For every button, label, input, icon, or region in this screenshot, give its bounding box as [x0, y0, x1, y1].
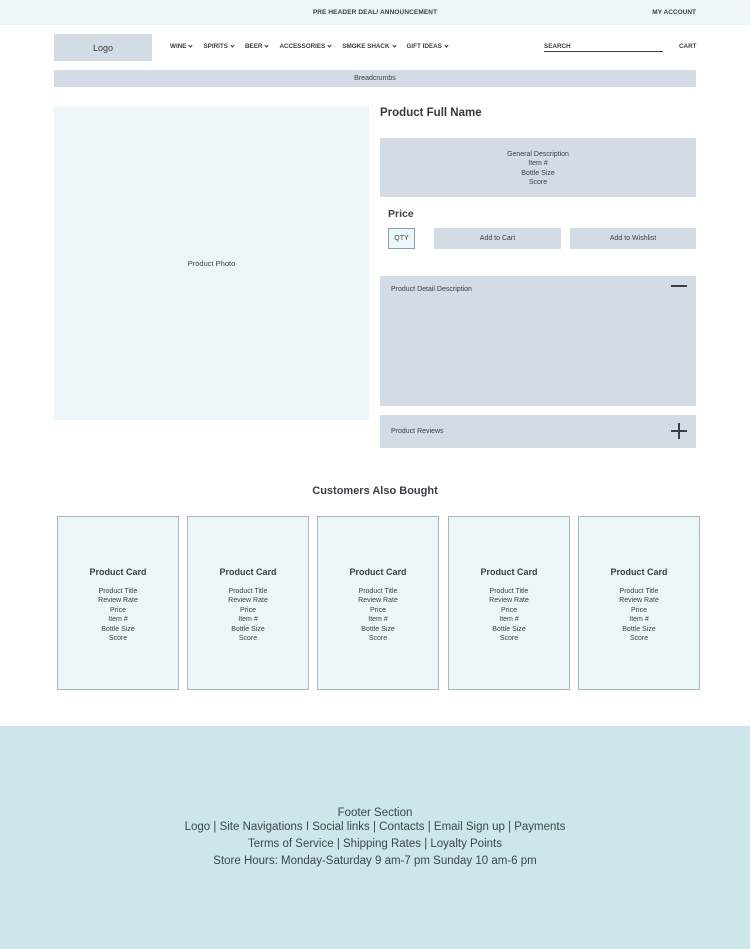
footer-section — [0, 726, 750, 949]
also-bought-title: Customers Also Bought — [312, 485, 438, 497]
product-card-title: Product Card — [89, 567, 147, 577]
product-card[interactable] — [578, 516, 700, 690]
product-title: Product Title — [358, 588, 398, 595]
preheader-bar — [0, 0, 750, 25]
bottle-size-line: Bottle Size — [521, 169, 555, 177]
product-card-title: Product Card — [219, 567, 277, 577]
my-account-link[interactable]: MY ACCOUNT — [652, 9, 696, 16]
product-title: Product Title — [98, 588, 138, 595]
product-card-title: Product Card — [610, 567, 668, 577]
nav-item-gift-ideas[interactable] — [407, 43, 448, 50]
review-rate: Review Rate — [619, 597, 659, 605]
bottle-size: Bottle Size — [361, 625, 395, 633]
nav-item-beer[interactable] — [245, 43, 269, 50]
product-title: Product Title — [228, 588, 268, 595]
bottle-size: Bottle Size — [101, 625, 135, 633]
product-detail-accordion — [380, 276, 696, 406]
nav-item-label: GIFT IDEAS — [406, 43, 442, 50]
chevron-down-icon — [189, 43, 193, 47]
score-line: Score — [528, 179, 548, 187]
product-price: Price — [388, 208, 414, 220]
bottle-size: Bottle Size — [492, 625, 526, 633]
score: Score — [108, 635, 128, 643]
score: Score — [368, 635, 388, 643]
nav-item-spirits[interactable] — [203, 43, 234, 50]
review-rate: Review Rate — [98, 597, 138, 605]
nav-item-label: WINE — [170, 43, 187, 50]
chevron-down-icon — [230, 43, 234, 47]
chevron-down-icon — [265, 43, 269, 47]
quantity-input[interactable]: QTY — [388, 228, 415, 249]
product-full-name: Product Full Name — [380, 107, 482, 119]
review-rate: Review Rate — [358, 597, 398, 605]
nav-item-label: ACCESSORIES — [279, 43, 326, 50]
product-card[interactable] — [187, 516, 309, 690]
general-description-box — [380, 138, 696, 197]
product-title: Product Title — [489, 588, 529, 595]
item-number: Item # — [499, 616, 519, 624]
product-card-info — [449, 587, 569, 643]
product-card[interactable] — [317, 516, 439, 690]
chevron-down-icon — [444, 43, 448, 47]
price: Price — [110, 606, 126, 614]
chevron-down-icon — [328, 43, 332, 47]
search-input[interactable]: SEARCH — [544, 43, 663, 52]
item-number: Item # — [629, 616, 649, 624]
bottle-size: Bottle Size — [231, 625, 265, 633]
score: Score — [499, 635, 519, 643]
product-photo-label: Product Photo — [187, 258, 236, 268]
review-rate: Review Rate — [228, 597, 268, 605]
footer-policies-line[interactable]: Terms of Service | Shipping Rates | Loyalty Points — [248, 838, 502, 850]
nav-item-label: BEER — [244, 43, 263, 50]
general-description-line: General Description — [507, 151, 569, 158]
product-card[interactable] — [448, 516, 570, 690]
footer-links-line[interactable]: Logo | Site Navigations I Social links | Contacts | Email Sign up | Payments — [184, 821, 566, 833]
plus-icon[interactable] — [671, 423, 687, 439]
minus-icon[interactable] — [671, 285, 687, 287]
announcement-text[interactable]: PRE HEADER DEAL/ ANNOUNCEMENT — [312, 9, 438, 16]
cart-link[interactable]: CART — [679, 43, 697, 50]
item-number: Item # — [108, 616, 128, 624]
nav-item-label: SMOKE SHACK — [342, 43, 390, 50]
product-detail-label: Product Detail Description — [391, 286, 472, 293]
product-card-info — [58, 587, 178, 643]
product-photo — [54, 106, 369, 420]
product-card-info — [579, 587, 699, 643]
footer-title: Footer Section — [337, 807, 413, 819]
product-card[interactable] — [57, 516, 179, 690]
item-number: Item # — [238, 616, 258, 624]
product-title: Product Title — [619, 588, 659, 595]
review-rate: Review Rate — [489, 597, 529, 605]
bottle-size: Bottle Size — [622, 625, 656, 633]
product-card-info — [318, 587, 438, 643]
product-reviews-label: Product Reviews — [391, 428, 444, 435]
logo[interactable]: Logo — [54, 34, 152, 61]
item-number: Item # — [368, 616, 388, 624]
footer-store-hours: Store Hours: Monday-Saturday 9 am-7 pm Sunday 10 am-6 pm — [213, 855, 537, 867]
main-nav — [170, 43, 459, 50]
price: Price — [631, 606, 647, 614]
add-to-cart-button[interactable]: Add to Cart — [434, 228, 561, 249]
chevron-down-icon — [392, 43, 396, 47]
price: Price — [240, 606, 256, 614]
score: Score — [238, 635, 258, 643]
score: Score — [629, 635, 649, 643]
product-reviews-accordion[interactable] — [380, 415, 696, 448]
product-card-title: Product Card — [480, 567, 538, 577]
nav-item-accessories[interactable] — [279, 43, 331, 50]
product-card-title: Product Card — [349, 567, 407, 577]
price: Price — [370, 606, 386, 614]
nav-item-smoke-shack[interactable] — [342, 43, 395, 50]
price: Price — [501, 606, 517, 614]
item-number-line: Item # — [528, 160, 548, 168]
add-to-wishlist-button[interactable]: Add to Wishlist — [570, 228, 696, 249]
breadcrumb[interactable]: Breadcrumbs — [54, 70, 696, 87]
nav-item-label: SPIRITS — [203, 43, 228, 50]
product-card-info — [188, 587, 308, 643]
nav-item-wine[interactable] — [170, 43, 192, 50]
